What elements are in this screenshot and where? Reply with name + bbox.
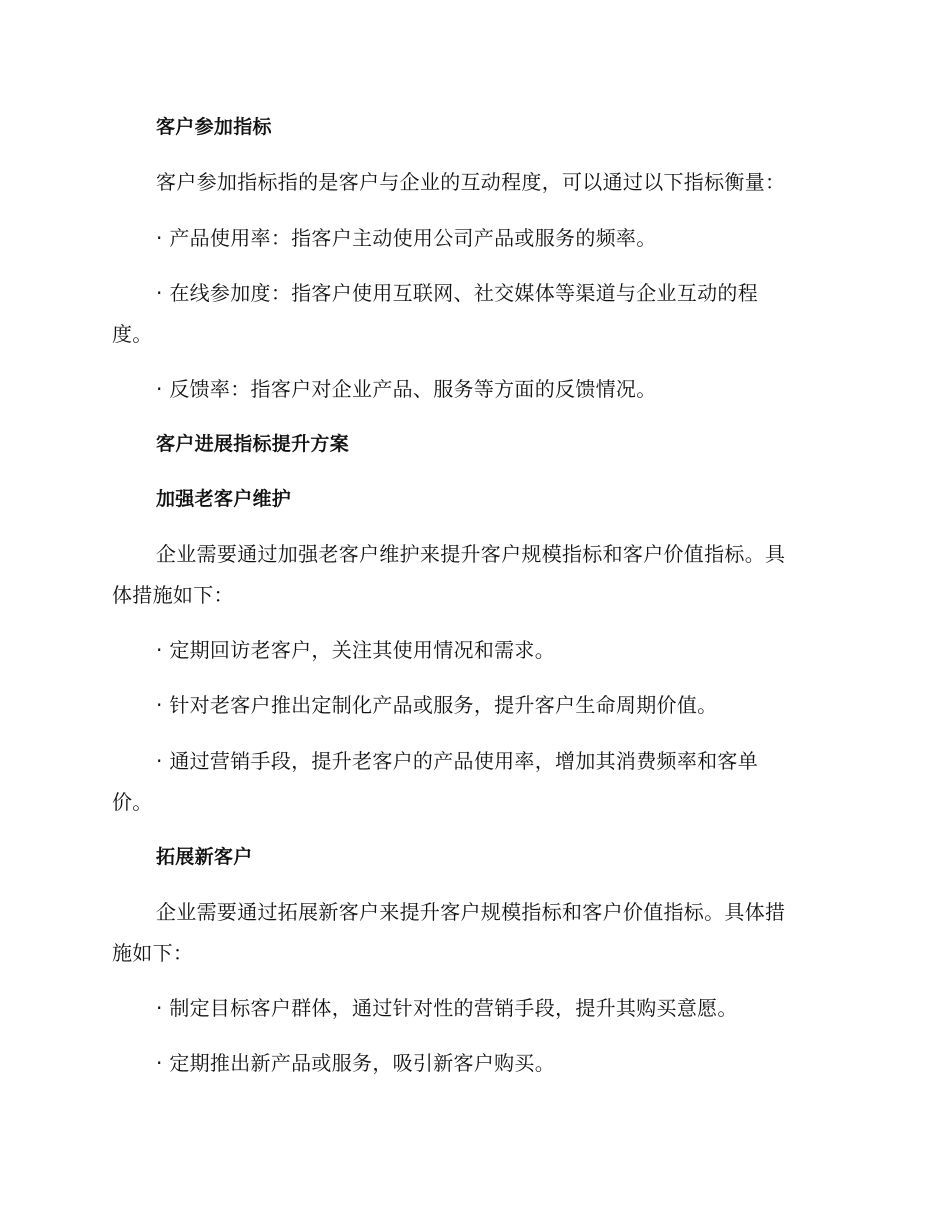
bullet-target-customer-group: · 制定目标客户群体，通过针对性的营销手段，提升其购买意愿。 <box>156 996 738 1020</box>
bullet-regular-revisit: · 定期回访老客户，关注其使用情况和需求。 <box>156 638 556 662</box>
bullet-feedback-rate: · 反馈率：指客户对企业产品、服务等方面的反馈情况。 <box>156 377 657 401</box>
bullet-online-participation-line1: · 在线参加度：指客户使用互联网、社交媒体等渠道与企业互动的程 <box>156 281 759 305</box>
section-heading-new-customers: 拓展新客户 <box>156 846 253 868</box>
bullet-marketing-usage-line1: · 通过营销手段，提升老客户的产品使用率，增加其消费频率和客单 <box>156 749 759 773</box>
paragraph-new-customers-intro-line2: 施如下： <box>112 941 194 965</box>
bullet-product-usage-rate: · 产品使用率：指客户主动使用公司产品或服务的频率。 <box>156 226 657 250</box>
bullet-customized-products: · 针对老客户推出定制化产品或服务，提升客户生命周期价值。 <box>156 693 718 717</box>
section-heading-retain-old-customers: 加强老客户维护 <box>156 488 292 510</box>
section-heading-improvement-plan: 客户进展指标提升方案 <box>156 433 350 455</box>
paragraph-participation-intro: 客户参加指标指的是客户与企业的互动程度，可以通过以下指标衡量： <box>156 170 786 194</box>
paragraph-new-customers-intro-line1: 企业需要通过拓展新客户来提升客户规模指标和客户价值指标。具体措 <box>156 900 786 924</box>
bullet-new-products: · 定期推出新产品或服务，吸引新客户购买。 <box>156 1051 556 1075</box>
paragraph-retain-intro-line2: 体措施如下： <box>112 583 234 607</box>
section-heading-customer-participation: 客户参加指标 <box>156 116 272 138</box>
bullet-marketing-usage-line2: 价。 <box>112 790 153 814</box>
paragraph-retain-intro-line1: 企业需要通过加强老客户维护来提升客户规模指标和客户价值指标。具 <box>156 542 786 566</box>
bullet-online-participation-line2: 度。 <box>112 322 153 346</box>
